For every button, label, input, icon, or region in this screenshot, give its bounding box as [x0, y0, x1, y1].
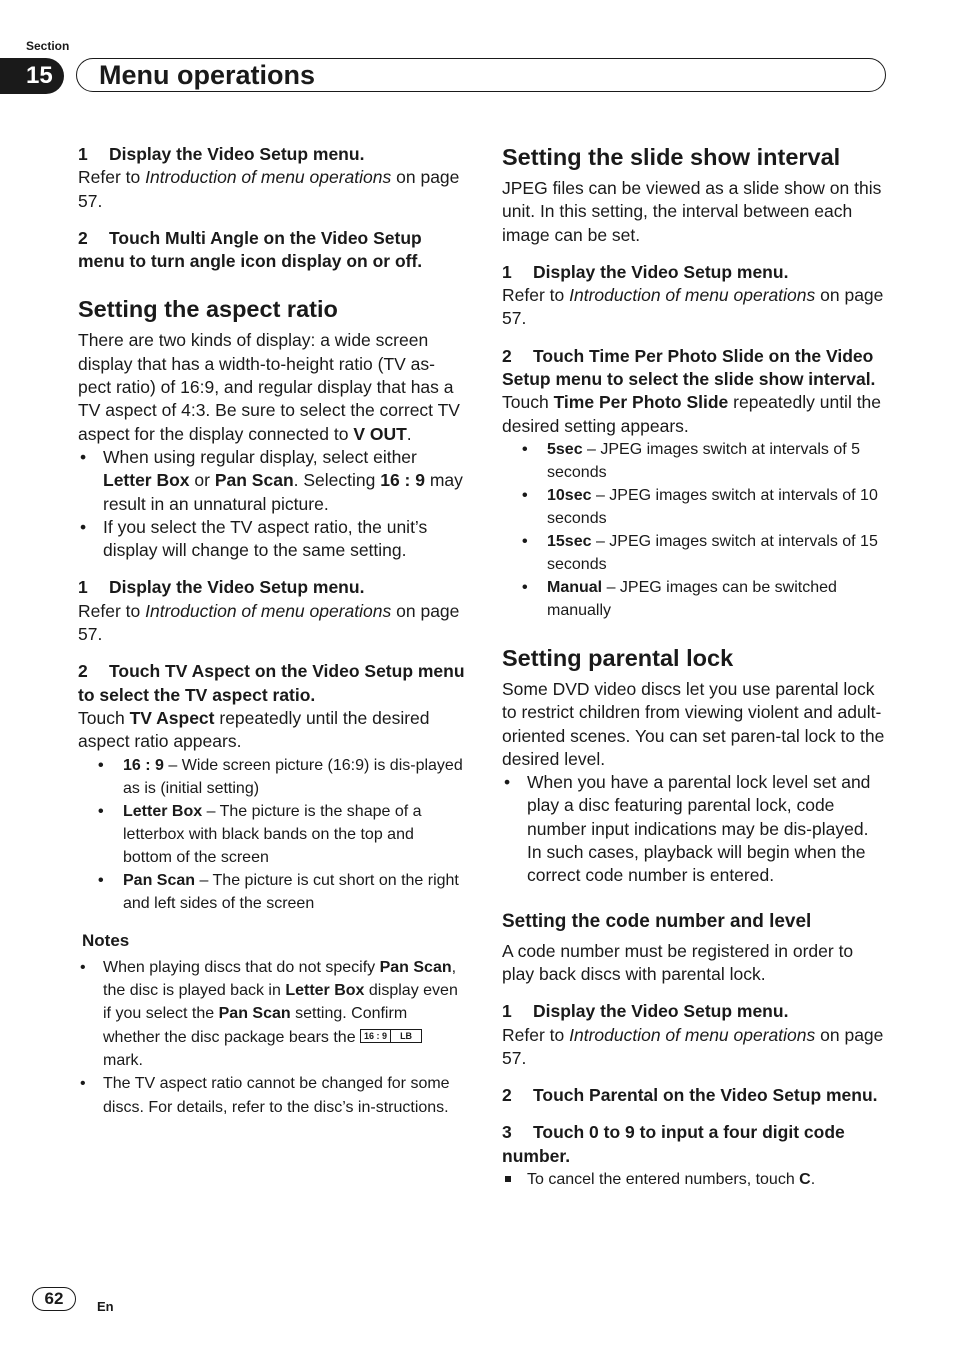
- notes-list: [78, 956, 466, 1119]
- aspect-options: [78, 754, 466, 915]
- section-number: 15: [0, 58, 64, 94]
- left-column: [78, 143, 466, 1119]
- step-heading: 1 Display the Video Setup menu.: [78, 144, 365, 164]
- right-column: [502, 143, 886, 1191]
- list-item: • When you have a parental lock level set and play a disc featuring parental lock, code number input indications may be dis-played. In such cases, playback will begin when the correct code number is entered.: [502, 771, 886, 887]
- section-heading-aspect-ratio: Setting the aspect ratio: [78, 296, 338, 323]
- instruction-text: Touch TV Aspect repeatedly until the desired aspect ratio appears.: [78, 707, 430, 752]
- subheading-code-number: Setting the code number and level: [502, 910, 812, 932]
- aspect-intro: There are two kinds of display: a wide screen display that has a width-to-height ratio (TV as-pect ratio) of 16:9, and regular display that has a TV aspect of 4:3. Be sure to select the correct TV aspect for the display connected to V OUT.: [78, 330, 460, 444]
- reference-text: Refer to Introduction of menu operations on page 57.: [502, 1024, 884, 1068]
- language-label: En: [97, 1299, 114, 1314]
- section-heading-slide-show: Setting the slide show interval: [502, 144, 841, 170]
- step-heading: 1 Display the Video Setup menu.: [502, 261, 789, 282]
- step-heading: 1 Display the Video Setup menu.: [78, 577, 365, 598]
- notes-heading: Notes: [82, 930, 130, 950]
- page-number: 62: [32, 1287, 76, 1311]
- step-heading: 2 Touch Parental on the Video Setup menu.: [502, 1085, 878, 1106]
- list-item: • 10sec – JPEG images switch at intervals of 10 seconds: [502, 484, 886, 530]
- list-item: • 5sec – JPEG images switch at intervals of 5 seconds: [502, 438, 886, 484]
- list-item: • When using regular display, select either Letter Box or Pan Scan. Selecting 16 : 9 may result in an unnatural picture.: [78, 446, 466, 516]
- step-heading: 2 Touch TV Aspect on the Video Setup menu to select the TV aspect ratio.: [78, 661, 465, 705]
- list-item: • Letter Box – The picture is the shape of a letterbox with black bands on the top and bottom of the screen: [78, 800, 466, 869]
- list-item: • 16 : 9 – Wide screen picture (16:9) is dis-played as is (initial setting): [78, 754, 466, 800]
- parental-intro: Some DVD video discs let you use parental lock to restrict children from viewing violent and adult-oriented scenes. You can set paren-tal lock to the desired level.: [502, 678, 885, 769]
- page-title-bar: [76, 58, 886, 92]
- list-item: To cancel the entered numbers, touch C.: [502, 1168, 886, 1191]
- step-heading: 3 Touch 0 to 9 to input a four digit code number.: [502, 1122, 845, 1166]
- slide-intro: JPEG files can be viewed as a slide show on this unit. In this setting, the interval between each image can be set.: [502, 178, 882, 245]
- aspect-bullets: [78, 446, 466, 562]
- 16-9-lb-mark: 16 : 9 LB: [360, 1029, 422, 1043]
- list-item: • The TV aspect ratio cannot be changed for some discs. For details, refer to the disc’s in-structions.: [78, 1072, 466, 1119]
- reference-text: Refer to Introduction of menu operations on page 57.: [78, 600, 460, 645]
- list-item: • When playing discs that do not specify Pan Scan, the disc is played back in Letter Box display even if you select the Pan Scan setting. Confirm whether the disc package bears the 16 : 9 LB mark.: [78, 956, 466, 1072]
- step-heading: 2 Touch Time Per Photo Slide on the Video Setup menu to select the slide show interval.: [502, 345, 876, 390]
- reference-text: Refer to Introduction of menu operations on page 57.: [502, 285, 884, 329]
- step-heading: 1 Display the Video Setup menu.: [502, 1001, 789, 1022]
- list-item: • Pan Scan – The picture is cut short on the right and left sides of the screen: [78, 869, 466, 915]
- list-item: • If you select the TV aspect ratio, the unit’s display will change to the same setting.: [78, 516, 466, 563]
- section-heading-parental-lock: Setting parental lock: [502, 644, 734, 671]
- list-item: • Manual – JPEG images can be switched manually: [502, 576, 886, 622]
- code-intro: A code number must be registered in order to play back discs with parental lock.: [502, 940, 854, 984]
- parental-bullets: [502, 771, 886, 887]
- instruction-text: Touch Time Per Photo Slide repeatedly until the desired setting appears.: [502, 392, 882, 436]
- cancel-note: [502, 1168, 886, 1191]
- step-heading: 2 Touch Multi Angle on the Video Setup menu to turn angle icon display on or off.: [78, 227, 423, 272]
- interval-options: [502, 438, 886, 622]
- list-item: • 15sec – JPEG images switch at intervals of 15 seconds: [502, 530, 886, 576]
- page-title: Menu operations: [99, 60, 316, 90]
- section-label: Section: [26, 39, 70, 53]
- reference-text: Refer to Introduction of menu operations on page 57.: [78, 167, 460, 211]
